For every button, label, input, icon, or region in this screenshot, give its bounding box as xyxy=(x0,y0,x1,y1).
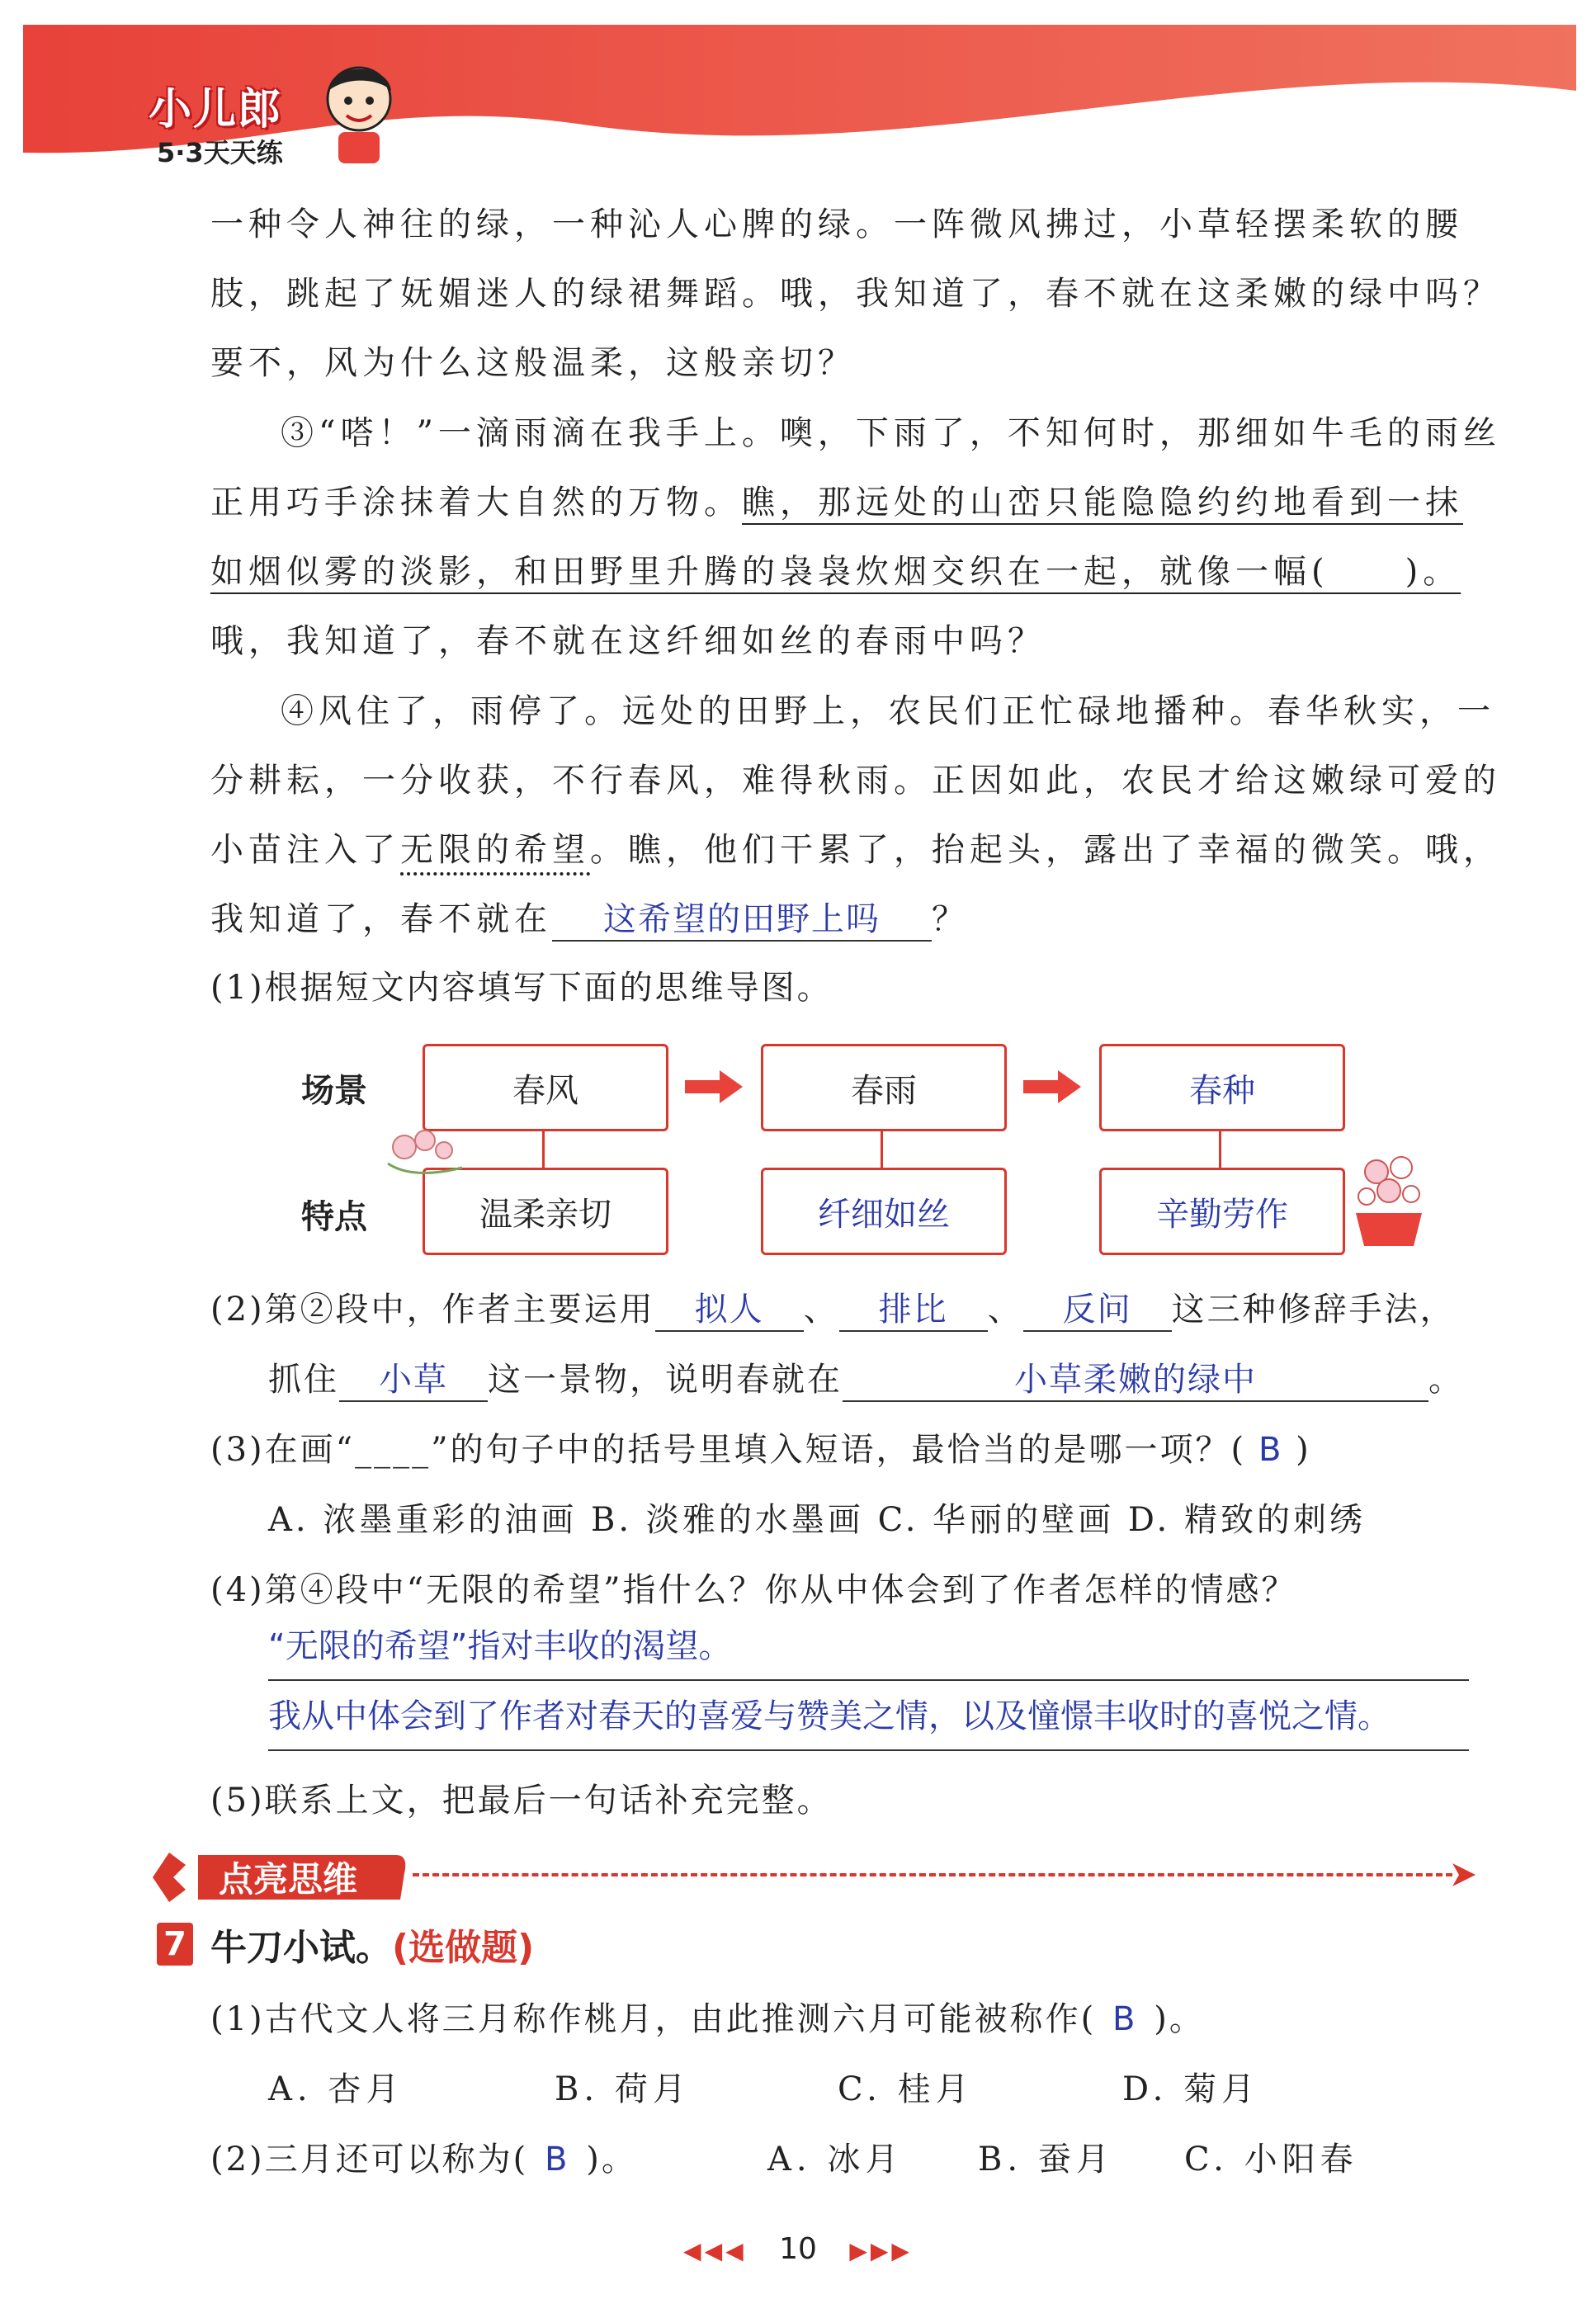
question-text: ) xyxy=(1296,1431,1311,1469)
right-arrow-icon xyxy=(685,1070,743,1103)
answer-choice[interactable]: B xyxy=(545,2141,570,2178)
answer-blank[interactable]: 小草柔嫩的绿中 xyxy=(843,1353,1428,1402)
question-text: 、 xyxy=(803,1291,839,1329)
page-footer xyxy=(0,2232,1596,2266)
flower-pot-icon xyxy=(1343,1143,1434,1250)
logo-title: 小儿郎 xyxy=(149,85,283,135)
question-7-title xyxy=(210,1918,534,1971)
answer-choice[interactable]: B xyxy=(1258,1431,1284,1469)
prev-arrows-icon: ◀◀◀ xyxy=(683,2237,747,2264)
dotted-phrase: 无限的希望 xyxy=(400,831,590,869)
answer-blank[interactable]: 反问 xyxy=(1023,1283,1172,1332)
underlined-sentence: 如烟似雾的淡影，和田野里升腾的袅袅炊烟交织在一起，就像一幅( )。 xyxy=(210,553,1461,591)
passage-line: 分耕耘，一分收获，不行春风，难得秋雨。正因如此，农民才给这嫩绿可爱的 xyxy=(210,762,1501,800)
page-number: 10 xyxy=(779,2232,817,2266)
passage-text: 我知道了，春不就在 xyxy=(210,900,552,938)
mindmap-row-label: 场景 xyxy=(301,1072,367,1110)
question-7-1 xyxy=(210,1993,1205,2040)
question-text: 、 xyxy=(987,1291,1023,1329)
passage-text: 正用巧手涂抹着大自然的万物。 xyxy=(210,484,742,522)
question-title-text: 牛刀小试。 xyxy=(210,1927,392,1969)
flower-decoration-icon xyxy=(380,1122,479,1188)
question-1-prompt: (1)根据短文内容填写下面的思维导图。 xyxy=(210,969,833,1007)
option-item: C. 小阳春 xyxy=(1184,2141,1358,2178)
question-text: )。 xyxy=(1154,2000,1205,2038)
passage-line: 哦，我知道了，春不就在这纤细如丝的春雨中吗？ xyxy=(210,622,1046,660)
mindmap-feature-box: 温柔亲切 xyxy=(423,1168,668,1255)
question-text: (1)古代文人将三月称作桃月，由此推测六月可能被称作( xyxy=(210,2000,1097,2038)
question-2-line xyxy=(210,1283,1456,1332)
answer-blank[interactable]: 排比 xyxy=(839,1283,988,1332)
question-text: 。 xyxy=(1428,1361,1464,1399)
passage-line xyxy=(210,476,1463,523)
arrow-end-icon xyxy=(1452,1863,1476,1886)
connector-line xyxy=(881,1129,883,1168)
option-item: B. 蚕月 xyxy=(978,2141,1114,2178)
question-5-prompt: (5)联系上文，把最后一句话补充完整。 xyxy=(210,1782,833,1820)
option-item: B. 荷月 xyxy=(555,2070,691,2108)
passage-line: 一种令人神往的绿，一种沁人心脾的绿。一阵微风拂过，小草轻摆柔软的腰 xyxy=(210,205,1463,243)
passage-line xyxy=(210,824,1501,871)
option-item: A. 冰月 xyxy=(767,2141,904,2178)
connector-line xyxy=(542,1129,545,1168)
page-header xyxy=(0,0,1596,190)
answer-blank[interactable]: 这希望的田野上吗 xyxy=(552,893,932,942)
passage-line: 要不，风为什么这般温柔，这般亲切？ xyxy=(210,344,856,382)
answer-blank[interactable]: 拟人 xyxy=(655,1283,804,1332)
mindmap-scene-box[interactable]: 春种 xyxy=(1099,1044,1345,1131)
passage-line: 肢，跳起了妩媚迷人的绿裙舞蹈。哦，我知道了，春不就在这柔嫩的绿中吗？ xyxy=(210,275,1501,313)
passage-text: 。瞧，他们干累了，抬起头，露出了幸福的微笑。哦， xyxy=(590,831,1501,869)
right-arrow-icon xyxy=(1023,1070,1081,1103)
passage-text: 小苗注入了 xyxy=(210,831,400,869)
question-text: (2)第②段中，作者主要运用 xyxy=(210,1291,655,1329)
option-item: C. 桂月 xyxy=(838,2070,974,2108)
question-text: (3)在画“____”的句子中的括号里填入短语，最恰当的是哪一项？( xyxy=(210,1431,1247,1469)
logo-subtitle: 5·3天天练 xyxy=(157,137,283,168)
connector-line xyxy=(1219,1129,1221,1168)
mascot-icon xyxy=(314,58,404,165)
mindmap-feature-box[interactable]: 辛勤劳作 xyxy=(1099,1168,1345,1255)
mindmap-feature-box[interactable]: 纤细如丝 xyxy=(761,1168,1007,1255)
answer-choice[interactable]: B xyxy=(1112,2000,1138,2038)
answer-blank[interactable]: 小草 xyxy=(339,1353,488,1402)
question-text: 抓住 xyxy=(268,1361,339,1399)
question-4-prompt: (4)第④段中“无限的希望”指什么？你从中体会到了作者怎样的情感？ xyxy=(210,1571,1297,1609)
question-3-options: A. 浓墨重彩的油画 B. 淡雅的水墨画 C. 华丽的壁画 D. 精致的刺绣 xyxy=(268,1501,1366,1539)
question-3-line xyxy=(210,1423,1311,1470)
question-text: )。 xyxy=(586,2141,637,2178)
passage-line xyxy=(210,893,970,942)
option-item: A. 杏月 xyxy=(268,2070,404,2108)
passage-line: ④风住了，雨停了。远处的田野上，农民们正忙碌地播种。春华秋实，一 xyxy=(281,692,1495,730)
question-text: 这三种修辞手法， xyxy=(1171,1291,1456,1329)
dashed-divider xyxy=(413,1873,1452,1876)
answer-line[interactable]: “无限的希望”指对丰收的渴望。 xyxy=(268,1613,1469,1681)
answer-line[interactable]: 我从中体会到了作者对春天的喜爱与赞美之情，以及憧憬丰收时的喜悦之情。 xyxy=(268,1683,1469,1751)
passage-line: ③“嗒！”一滴雨滴在我手上。噢，下雨了，不知何时，那细如牛毛的雨丝 xyxy=(281,414,1501,452)
section-title: 点亮思维 xyxy=(219,1859,358,1900)
question-2-line xyxy=(268,1353,1464,1402)
optional-tag: (选做题) xyxy=(392,1927,535,1969)
underlined-sentence: 瞧，那远处的山峦只能隐隐约约地看到一抹 xyxy=(742,484,1463,522)
mindmap-row-label: 特点 xyxy=(301,1198,367,1236)
option-item: D. 菊月 xyxy=(1122,2070,1260,2108)
question-7-2 xyxy=(210,2133,637,2180)
mindmap-scene-box: 春风 xyxy=(423,1044,668,1131)
question-text: (2)三月还可以称为( xyxy=(210,2141,529,2178)
question-text: 这一景物，说明春就在 xyxy=(488,1361,843,1399)
mindmap-scene-box: 春雨 xyxy=(761,1044,1007,1131)
question-number-badge: 7 xyxy=(157,1923,193,1966)
passage-text: ？ xyxy=(932,900,970,938)
next-arrows-icon: ▶▶▶ xyxy=(849,2237,913,2264)
